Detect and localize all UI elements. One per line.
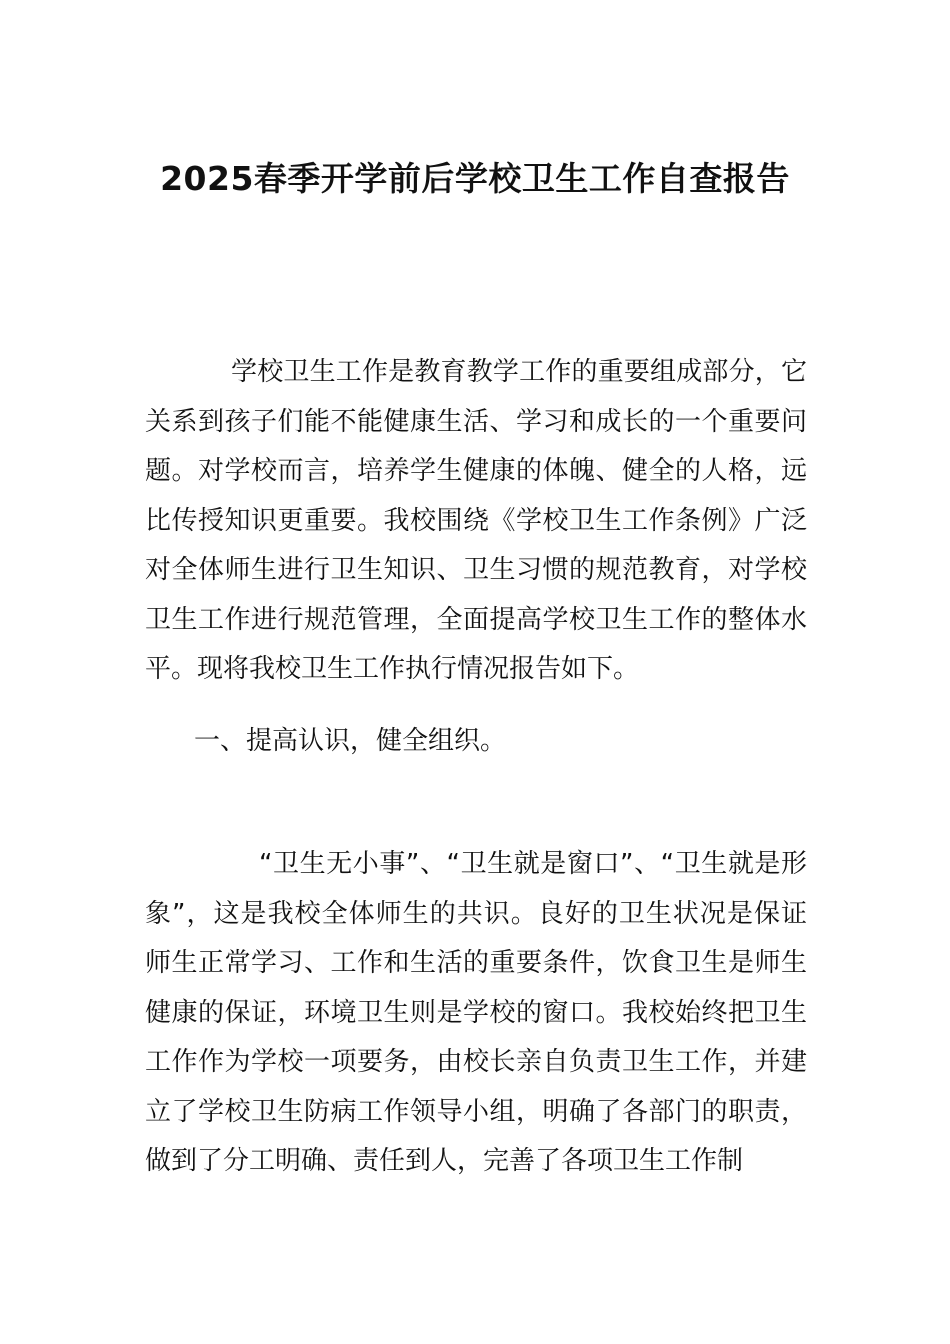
intro-paragraph: 学校卫生工作是教育教学工作的重要组成部分，它关系到孩子们能不能健康生活、学习和成长的一个重要问题。对学校而言，培养学生健康的体魄、健全的人格，远比传授知识更重要。我校围绕《学校卫生工作条例》广泛对全体师生进行卫生知识、卫生习惯的规范教育，对学校卫生工作进行规范管理，全面提高学校卫生工作的整体水平。现将我校卫生工作执行情况报告如下。	[145, 357, 807, 684]
document-title: 2025春季开学前后学校卫生工作自查报告	[160, 159, 790, 198]
section-1-paragraph: “卫生无小事”、“卫生就是窗口”、“卫生就是形象”，这是我校全体师生的共识。良好的卫生状况是保证师生正常学习、工作和生活的重要条件，饮食卫生是师生健康的保证，环境卫生则是学校的窗口。我校始终把卫生工作作为学校一项要务，由校长亲自负责卫生工作，并建立了学校卫生防病工作领导小组，明确了各部门的职责，做到了分工明确、责任到人，完善了各项卫生工作制	[145, 849, 807, 1176]
section-1-heading: 一、提高认识，健全组织。	[194, 726, 507, 756]
